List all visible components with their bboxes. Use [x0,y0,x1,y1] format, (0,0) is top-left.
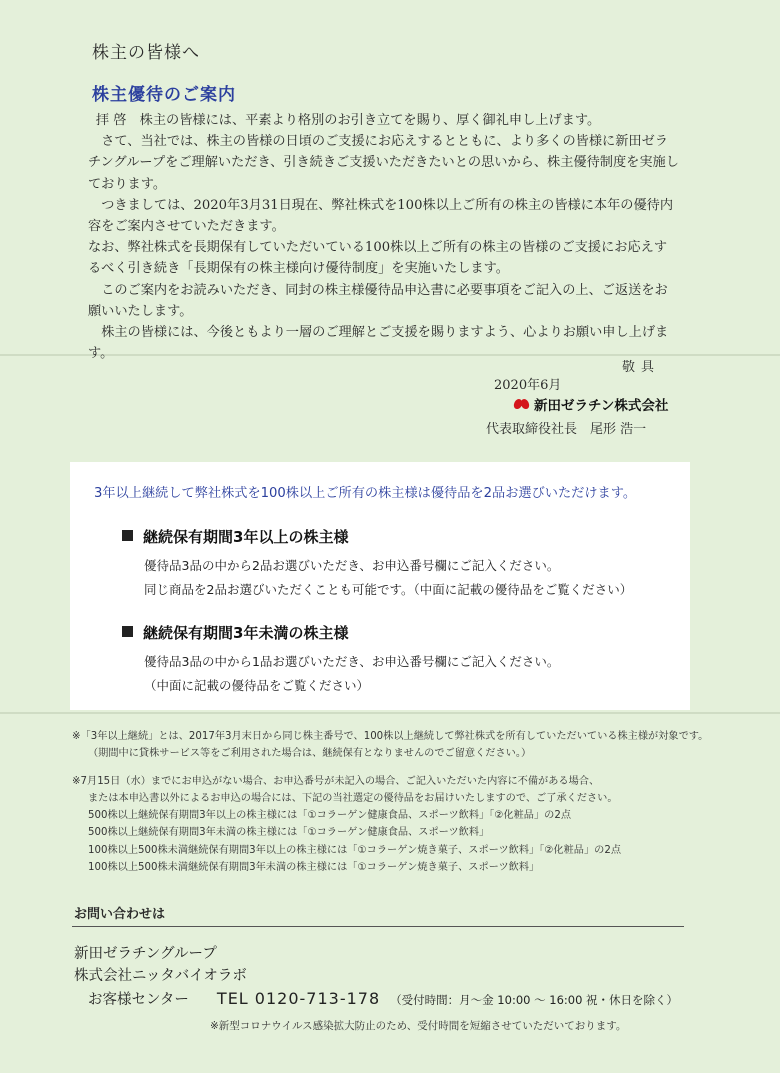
paragraph: つきましては、2020年3月31日現在、弊社株式を100株以上ご所有の株主の皆様に本年の優待内容をご案内させていただきます。 [88,197,674,235]
default-item: 100株以上500株未満継続保有期間3年未満の株主様には「①コラーゲン焼き菓子、スポーツ飲料」 [88,862,540,874]
company-signature [514,394,668,414]
note-line: ※「3年以上継続」とは、2017年3月末日から同じ株主番号で、100株以上継続して弊社株式を所有していただいている株主様が対象です。 [72,731,709,742]
default-item: 100株以上500株未満継続保有期間3年以上の株主様には「①コラーゲン焼き菓子、スポーツ飲料」「②化粧品」の2点 [88,844,622,856]
section-line: 優待品3品の中から2品お選びいただき、お申込番号欄にご記入ください。 [144,558,560,573]
letter-date: 2020年6月 [494,378,562,393]
section-line: 優待品3品の中から1品お選びいただき、お申込番号欄にご記入ください。 [144,654,560,669]
fold-line [0,712,780,714]
notes [72,728,712,876]
section-line: 同じ商品を2品お選びいただくことも可能です。（中面に記載の優待品をご覧ください） [144,582,633,597]
company-logo-icon [514,398,530,410]
contact-heading: お問い合わせは [74,907,166,922]
benefit-lead: 3年以上継続して弊社株式を100株以上ご所有の株主様は優待品を2品お選びいただけます。 [94,486,637,501]
letter-body [88,110,680,364]
greeting: 株主の皆様へ [92,43,200,63]
benefit-box [70,462,690,710]
paragraph: 株主の皆様には、今後ともより一層のご理解とご支援を賜りますよう、心よりお願い申し上げます。 [88,325,669,362]
page-title: 株主優待のご案内 [92,85,236,105]
paragraph: 拝 啓 株主の皆様には、平素より格別のお引き立てを賜り、厚く御礼申し上げます。 [95,113,601,128]
default-item: 500株以上継続保有期間3年以上の株主様には「①コラーゲン健康食品、スポーツ飲料」「②化粧品」の2点 [88,810,572,822]
contact-group: 新田ゼラチングループ [74,946,217,962]
contact-company: 株式会社ニッタバイオラボ [74,968,247,984]
tel-number: TEL 0120-713-178 [216,989,381,1008]
covid-note: ※新型コロナウイルス感染拡大防止のため、受付時間を短縮させていただいております。 [210,1020,627,1032]
closing: 敬具 [622,360,661,375]
service-hours: （受付時間：月～金 10:00 ～ 16:00 祝・休日を除く） [390,993,679,1007]
contact-center [88,988,678,1009]
section-title-text: 継続保有期間3年未満の株主様 [143,624,349,642]
note-line: （期間中に貸株サービス等をご利用された場合は、継続保有となりませんのでご留意ください。） [88,748,532,760]
default-item: 500株以上継続保有期間3年未満の株主様には「①コラーゲン健康食品、スポーツ飲料」 [88,827,490,839]
paragraph: なお、弊社株式を長期保有していただいている100株以上ご所有の株主の皆様のご支援にお応えするべく引き続き「長期保有の株主様向け優待制度」を実施いたします。 [88,240,668,277]
center-label: お客様センター [88,992,189,1008]
square-bullet-icon [122,626,133,637]
company-name: 新田ゼラチン株式会社 [534,398,669,414]
section-title-text: 継続保有期間3年以上の株主様 [143,528,349,546]
square-bullet-icon [122,530,133,541]
section-line: （中面に記載の優待品をご覧ください） [144,678,370,693]
paragraph: このご案内をお読みいただき、同封の株主様優待品申込書に必要事項をご記入の上、ご返送をお願いいたします。 [88,282,668,319]
note-line: ※7月15日（水）までにお申込がない場合、お申込番号が未記入の場合、ご記入いただいた内容に不備がある場合、 [72,775,600,787]
representative: 代表取締役社長 尾形 浩一 [486,422,647,437]
section-title [122,622,348,643]
note-line: または本申込書以外によるお申込の場合には、下記の当社選定の優待品をお届けいたしますので、ご了承ください。 [88,792,618,804]
paragraph: さて、当社では、株主の皆様の日頃のご支援にお応えするとともに、より多くの皆様に新田ゼラチングループをご理解いただき、引き続きご支援いただきたいとの思いから、株主優待制度を実施しております。 [88,134,679,192]
section-title [122,526,348,547]
divider [72,926,684,927]
